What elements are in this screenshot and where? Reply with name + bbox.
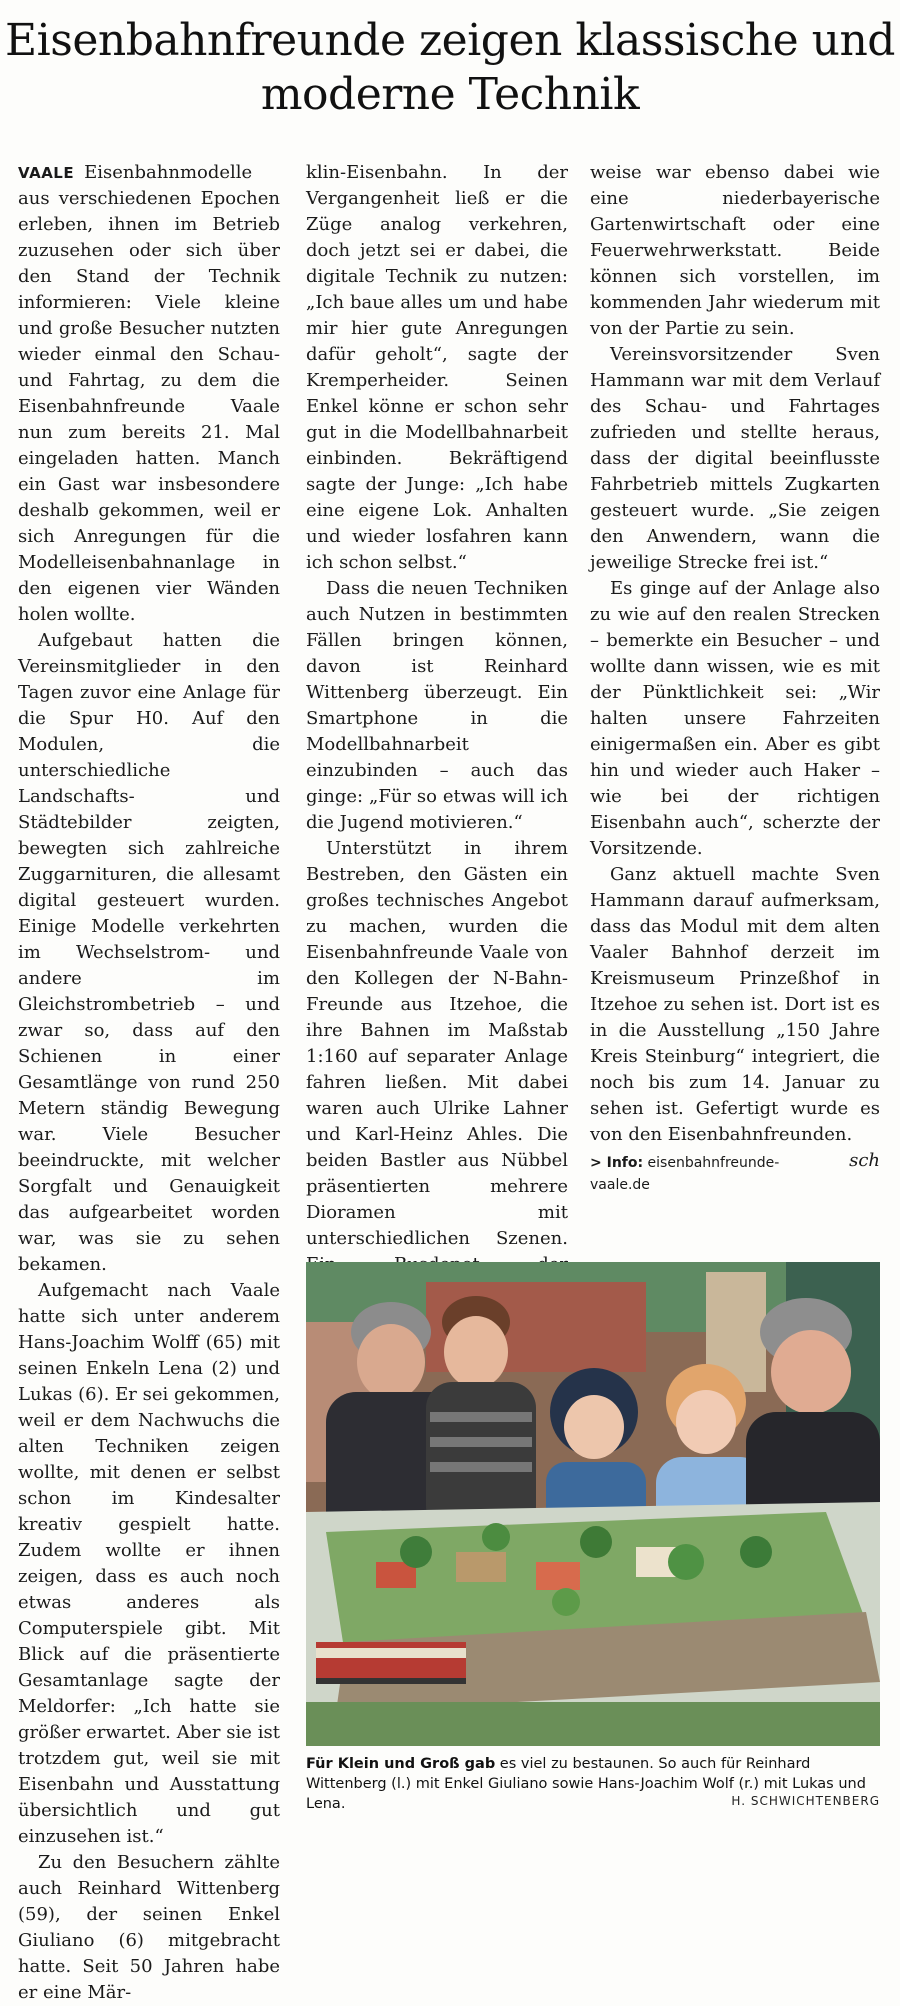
paragraph: Es ginge auf der Anlage also zu wie auf den realen Strecken – bemerkte ein Besucher – und wollte dann wissen, wie es mit der Pünktlichkeit sei: „Wir halten unsere Fahrzeiten einigermaßen ein. Aber es gibt hin und wieder auch Haker – wie bei der richtigen Eisenbahn auch“, scherzte der Vorsitzende.	[590, 578, 880, 859]
column-3	[590, 160, 880, 1240]
caption-lead: Für Klein und Groß gab	[306, 1756, 496, 1772]
caption-text: es viel zu bestaunen. So auch für Reinhard Wittenberg (l.) mit Enkel Giuliano sowie Hans-Joachim Wolf (r.) mit Lukas und Lena.	[306, 1756, 866, 1812]
paragraph: Dass die neuen Techniken auch Nutzen in bestimmten Fällen bringen können, davon ist Reinhard Wittenberg überzeugt. Ein Smartphone in die Modellbahnarbeit einzubinden – auch das ginge: „Für so etwas will ich die Jugend motivieren.“	[306, 578, 568, 833]
paragraph: Aufgebaut hatten die Vereinsmitglieder in den Tagen zuvor eine Anlage für die Spur H0. Auf den Modulen, die unterschiedliche Landschafts- und Städtebilder zeigten, bewegten sich zahlreiche Zuggarnituren, die allesamt digital gesteuert wurden. Einige Modelle verkehrten im Wechselstrom- und andere im Gleichstrombetrieb – und zwar so, dass auf den Schienen in einer Gesamtlänge von rund 250 Metern ständig Bewegung war. Viele Besucher beeindruckte, mit welcher Sorgfalt und Genauigkeit das aufgearbeitet worden war, was sie zu sehen bekamen.	[18, 630, 280, 1275]
photo-illustration	[306, 1262, 880, 1746]
paragraph: klin-Eisenbahn. In der Vergangenheit ließ er die Züge analog verkehren, doch jetzt sei er dabei, die digitale Technik zu nutzen: „Ich baue alles um und habe mir hier gute Anregungen dafür geholt“, sagte der Kremperheider. Seinen Enkel könne er schon sehr gut in die Modellbahnarbeit einbinden. Bekräftigend sagte der Junge: „Ich habe eine eigene Lok. Anhalten und wieder losfahren kann ich schon selbst.“	[306, 162, 568, 573]
author-initials: sch	[849, 1150, 880, 1171]
info-link[interactable]: eisenbahnfreunde-vaale.de	[590, 1155, 780, 1193]
photo-credit: H. SCHWICHTENBERG	[731, 1794, 880, 1808]
paragraph: Unterstützt in ihrem Bestreben, den Gästen ein großes technisches Angebot zu machen, wurden die Eisenbahnfreunde Vaale von den Kollegen der N-Bahn-Freunde aus Itzehoe, die ihre Bahnen im Maßstab 1:160 auf separater Anlage fahren ließen. Mit dabei waren auch Ulrike Lahner und Karl-Heinz Ahles. Die beiden Bastler aus Nübbel präsentierten mehrere Dioramen mit unterschiedlichen Szenen.	[306, 838, 568, 1249]
dateline: VAALE	[18, 164, 75, 182]
paragraph: Ganz aktuell machte Sven Hammann darauf aufmerksam, dass das Modul mit dem alten Vaaler Bahnhof derzeit im Kreismuseum Prinzeßhof in Itzehoe zu sehen ist. Dort ist es in die Ausstellung „150 Jahre Kreis Steinburg“ integriert, die noch bis zum 14. Januar zu sehen ist. Gefertigt wurde es von den Eisenbahnfreunden. sch	[590, 862, 880, 1148]
paragraph: Vereinsvorsitzender Sven Hammann war mit dem Verlauf des Schau- und Fahrtages zufrieden und stellte heraus, dass der digital beeinflusste Fahrbetrieb mittels Zugkarten gesteuert wurde. „Sie zeigen den Anwendern, wann die jeweilige Strecke frei ist.“	[590, 344, 880, 573]
article-photo	[306, 1262, 880, 1746]
headline: Eisenbahnfreunde zeigen klassische und moderne Technik	[5, 15, 895, 120]
paragraph: VAALE Eisenbahnmodelle aus verschiedenen Epochen erleben, ihnen im Betrieb zuzusehen oder sich über den Stand der Technik informieren: Viele kleine und große Besucher nutzten wieder einmal den Schau- und Fahrtag, zu dem die Eisenbahnfreunde Vaale nun zum bereits 21. Mal eingeladen hatten. Manch ein Gast war insbesondere deshalb gekommen, weil er sich Anregungen für die Modelleisenbahnanlage in den eigenen vier Wänden holen wollte.	[18, 162, 280, 625]
paragraph: weise war ebenso dabei wie eine niederbayerische Gartenwirtschaft oder eine Feuerwehrwerkstatt. Beide können sich vorstellen, im kommenden Jahr wiederum mit von der Partie zu sein.	[590, 162, 880, 339]
paragraph: Aufgemacht nach Vaale hatte sich unter anderem Hans-Joachim Wolff (65) mit seinen Enkeln Lena (2) und Lukas (6). Er sei gekommen, weil er dem Nachwuchs die alten Techniken zeigen wollte, mit denen er selbst schon im Kindesalter kreativ gespielt hatte. Zudem wollte er ihnen zeigen, dass es auch noch etwas anderes als Computerspiele gibt. Mit Blick auf die präsentierte Gesamtanlage sagte der Meldorfer: „Ich hatte sie größer erwartet. Aber sie ist trotzdem gut, weil sie mit Eisenbahn und Ausstattung übersichtlich und gut einzusehen ist.“	[18, 1280, 280, 1847]
column-1	[18, 160, 280, 2003]
info-label: > Info:	[590, 1155, 644, 1171]
paragraph: Zu den Besuchern zählte auch Reinhard Wittenberg (59), der seinen Enkel Giuliano (6) mitgebracht hatte. Seit 50 Jahren habe er eine Mär-	[18, 1852, 280, 2003]
